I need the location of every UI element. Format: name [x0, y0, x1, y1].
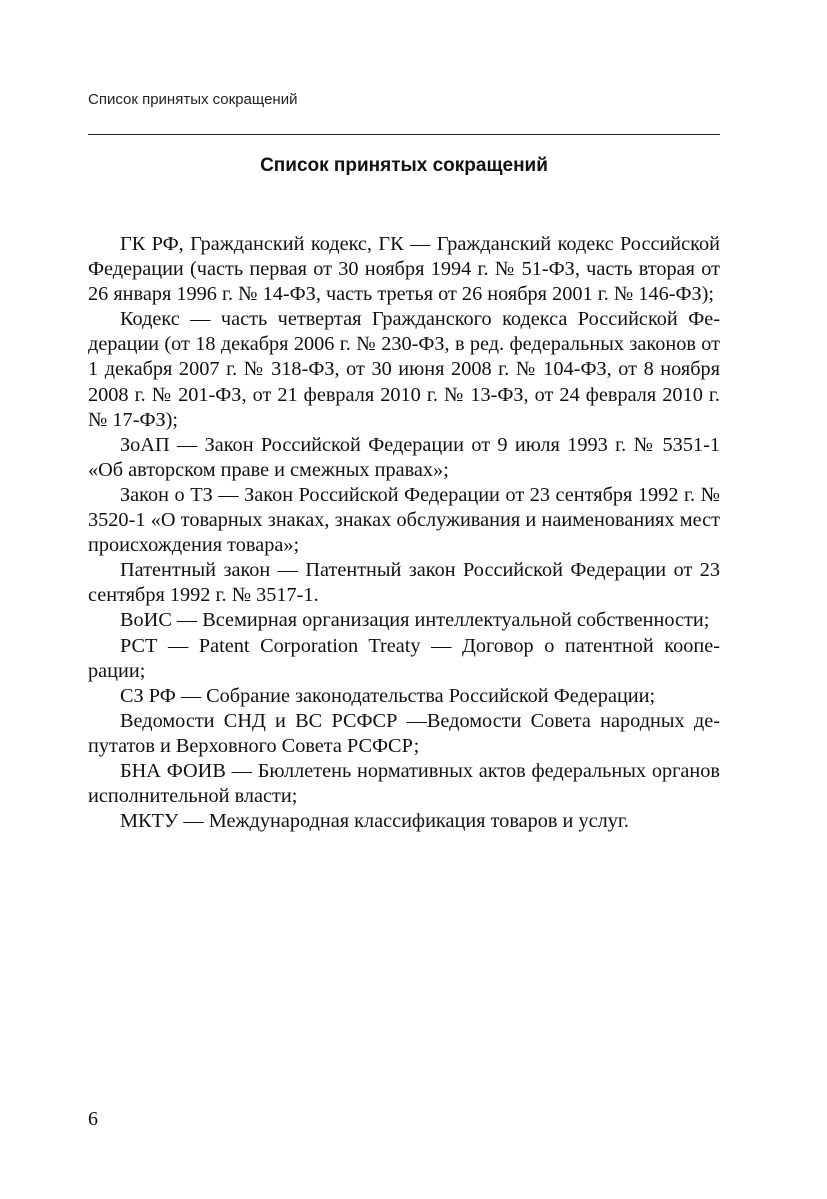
abbreviation-entry-mktu: МКТУ — Международная классификация товаров и услуг. — [120, 810, 629, 833]
abbreviation-entry-bna-foiv: БНА ФОИВ — Бюллетень нормативных актов федеральных органов исполнительной власти; — [88, 759, 720, 808]
abbreviation-entry-patent-law: Патентный закон — Патентный закон Российской Федерации от 23 сентября 1992 г. № 3517-1. — [88, 559, 720, 607]
abbreviation-entry-gk-rf: ГК РФ, Гражданский кодекс, ГК — Гражданский кодекс Российской Федерации (часть первая от 30 ноября 1994 г. № 51-ФЗ, часть вторая от 26 января 1996 г. № 14-ФЗ, часть третья от 26 ноября 2001 г. № 146-ФЗ); — [88, 233, 720, 306]
abbreviation-entry-zoap: ЗоАП — Закон Российской Федерации от 9 июля 1993 г. № 5351-1 «Об авторском праве и смежных правах»; — [88, 433, 720, 481]
abbreviation-entry-vedomosti: Ведомости СНД и ВС РСФСР —Ведомости Совета народных депутатов и Верховного Совета РСФСР; — [88, 709, 720, 757]
abbreviations-list — [88, 232, 720, 834]
page-number: 6 — [88, 1108, 98, 1130]
header-divider — [88, 134, 720, 135]
running-header: Список принятых сокращений — [88, 91, 298, 108]
abbreviation-entry-pct: РСТ — Patent Corporation Treaty — Договор о патентной кооперации; — [88, 634, 720, 682]
section-title: Список принятых сокращений — [260, 155, 548, 176]
abbreviation-entry-kodeks: Кодекс — часть четвертая Гражданского кодекса Российской Федерации (от 18 декабря 2006 г. № 230-ФЗ, в ред. федеральных законов от 1 декабря 2007 г. № 318-ФЗ, от 30 июня 2008 г. № 104-ФЗ, от 8 ноября 2008 г. № 201-ФЗ, от 21 февраля 2010 г. № 13-ФЗ, от 24 февраля 2010 г. № 17-ФЗ); — [88, 308, 720, 431]
abbreviation-entry-vois: ВоИС — Всемирная организация интеллектуальной собственности; — [120, 609, 710, 632]
abbreviation-entry-zakon-o-tz: Закон о ТЗ — Закон Российской Федерации от 23 сентября 1992 г. № 3520-1 «О товарных знаках, знаках обслуживания и наименованиях мест происхождения товара»; — [88, 483, 720, 557]
abbreviation-entry-sz-rf: СЗ РФ — Собрание законодательства Российской Федерации; — [120, 684, 656, 707]
